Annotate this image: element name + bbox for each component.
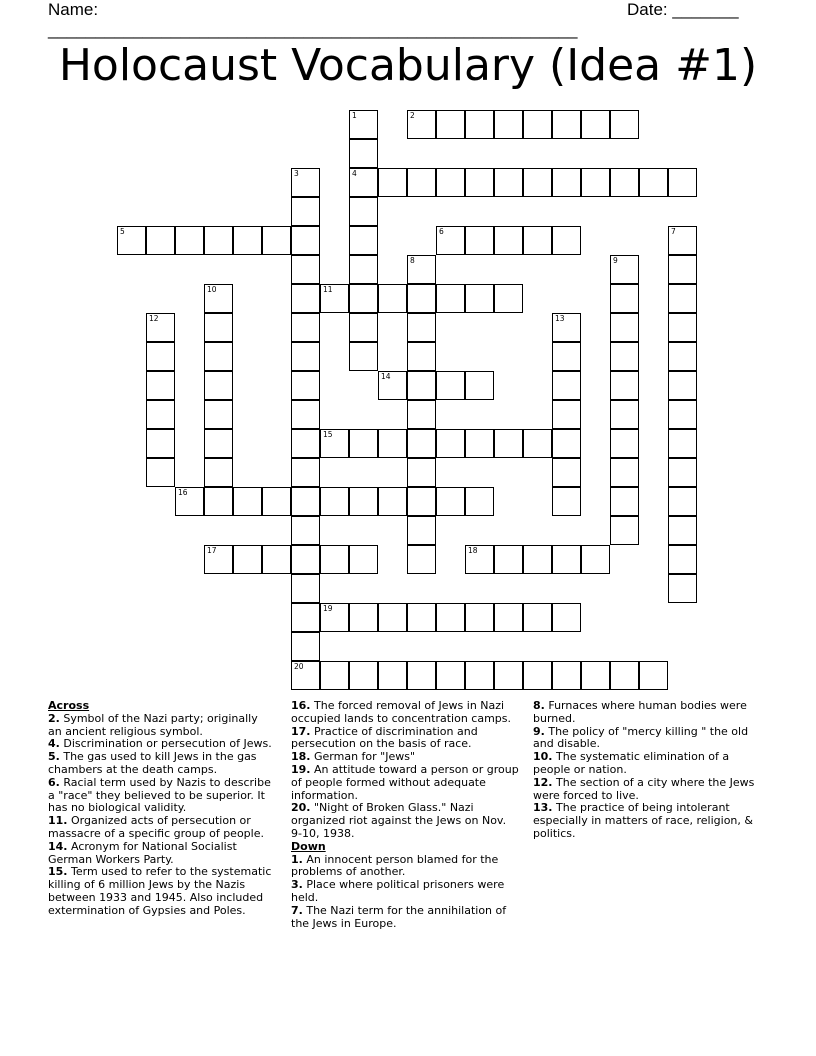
- grid-cell[interactable]: [668, 313, 697, 342]
- grid-cell[interactable]: [639, 661, 668, 690]
- grid-cell[interactable]: [320, 603, 349, 632]
- clue-down-13: 13. The practice of being intolerant especially in matters of race, religion, & politics.: [533, 801, 753, 840]
- name-field-label: Name: ________________________________________________________: [48, 0, 578, 39]
- grid-cell[interactable]: [436, 371, 465, 400]
- grid-cell[interactable]: [407, 110, 436, 139]
- clue-down-8: 8. Furnaces where human bodies were burned.: [533, 699, 747, 725]
- grid-cell[interactable]: [233, 487, 262, 516]
- grid-cell[interactable]: [378, 168, 407, 197]
- grid-cell[interactable]: [204, 487, 233, 516]
- grid-cell[interactable]: [291, 255, 320, 284]
- clue-number: 7: [671, 227, 676, 236]
- grid-cell[interactable]: [552, 603, 581, 632]
- grid-cell[interactable]: [204, 371, 233, 400]
- grid-cell[interactable]: [436, 284, 465, 313]
- grid-cell[interactable]: [320, 284, 349, 313]
- clue-across-17: 17. Practice of discrimination and persecution on the basis of race.: [291, 724, 478, 751]
- clue-across-5: 5. The gas used to kill Jews in the gas chambers at the death camps.: [48, 750, 257, 776]
- grid-cell[interactable]: [668, 226, 697, 255]
- grid-cell[interactable]: [465, 168, 494, 197]
- grid-cell[interactable]: [291, 400, 320, 429]
- grid-cell[interactable]: [349, 110, 378, 139]
- clue-number: 18: [468, 546, 478, 555]
- grid-cell[interactable]: [465, 110, 494, 139]
- grid-cell[interactable]: [349, 168, 378, 197]
- clue-number: 2: [410, 111, 415, 120]
- clues-column-1: [48, 700, 274, 918]
- grid-cell[interactable]: [291, 487, 320, 516]
- grid-cell[interactable]: [552, 458, 581, 487]
- grid-cell[interactable]: [204, 313, 233, 342]
- grid-cell[interactable]: [581, 661, 610, 690]
- grid-cell[interactable]: [668, 458, 697, 487]
- grid-cell[interactable]: [523, 661, 552, 690]
- clue-number: 16: [178, 488, 188, 497]
- grid-cell[interactable]: [494, 284, 523, 313]
- clue-across-20: 20. "Night of Broken Glass." Nazi organized riot against the Jews on Nov. 9-10, 1938.: [291, 801, 507, 840]
- across-heading: Across: [48, 699, 90, 712]
- grid-cell[interactable]: [668, 400, 697, 429]
- grid-cell[interactable]: [668, 168, 697, 197]
- clue-number: 12: [149, 314, 159, 323]
- grid-cell[interactable]: [378, 661, 407, 690]
- grid-cell[interactable]: [291, 458, 320, 487]
- grid-cell[interactable]: [465, 371, 494, 400]
- grid-cell[interactable]: [552, 313, 581, 342]
- clue-down-12: 12. The section of a city where the Jews were forced to live.: [533, 775, 755, 802]
- grid-cell[interactable]: [291, 342, 320, 371]
- grid-cell[interactable]: [436, 110, 465, 139]
- grid-cell[interactable]: [494, 603, 523, 632]
- grid-cell[interactable]: [407, 429, 436, 458]
- grid-cell[interactable]: [552, 400, 581, 429]
- clues-column-2: [291, 700, 519, 930]
- clues-column-3: [533, 700, 769, 841]
- grid-cell[interactable]: [320, 429, 349, 458]
- grid-cell[interactable]: [436, 226, 465, 255]
- grid-cell[interactable]: [291, 545, 320, 574]
- grid-cell[interactable]: [436, 429, 465, 458]
- grid-cell[interactable]: [436, 661, 465, 690]
- grid-cell[interactable]: [668, 574, 697, 603]
- grid-cell[interactable]: [552, 110, 581, 139]
- grid-cell[interactable]: [407, 661, 436, 690]
- grid-cell[interactable]: [320, 487, 349, 516]
- grid-cell[interactable]: [407, 400, 436, 429]
- grid-cell[interactable]: [291, 197, 320, 226]
- clue-number: 11: [323, 285, 333, 294]
- grid-cell[interactable]: [407, 458, 436, 487]
- grid-cell[interactable]: [291, 632, 320, 661]
- grid-cell[interactable]: [291, 603, 320, 632]
- grid-cell[interactable]: [407, 545, 436, 574]
- clue-across-18: 18. German for "Jews": [291, 750, 416, 764]
- grid-cell[interactable]: [494, 168, 523, 197]
- grid-cell[interactable]: [349, 487, 378, 516]
- grid-cell[interactable]: [407, 284, 436, 313]
- clue-number: 9: [613, 256, 618, 265]
- grid-cell[interactable]: [668, 342, 697, 371]
- grid-cell[interactable]: [465, 429, 494, 458]
- grid-cell[interactable]: [349, 429, 378, 458]
- grid-cell[interactable]: [233, 226, 262, 255]
- grid-cell[interactable]: [552, 168, 581, 197]
- grid-cell[interactable]: [175, 487, 204, 516]
- grid-cell[interactable]: [610, 400, 639, 429]
- grid-cell[interactable]: [407, 516, 436, 545]
- grid-cell[interactable]: [523, 168, 552, 197]
- grid-cell[interactable]: [146, 371, 175, 400]
- grid-cell[interactable]: [146, 429, 175, 458]
- grid-cell[interactable]: [378, 487, 407, 516]
- grid-cell[interactable]: [668, 487, 697, 516]
- clue-number: 20: [294, 662, 304, 671]
- grid-cell[interactable]: [349, 226, 378, 255]
- clue-across-14: 14. Acronym for National Socialist German Workers Party.: [48, 839, 237, 866]
- grid-cell[interactable]: [523, 603, 552, 632]
- grid-cell[interactable]: [349, 603, 378, 632]
- grid-cell[interactable]: [146, 313, 175, 342]
- grid-cell[interactable]: [668, 545, 697, 574]
- grid-cell[interactable]: [378, 284, 407, 313]
- grid-cell[interactable]: [581, 545, 610, 574]
- grid-cell[interactable]: [465, 226, 494, 255]
- grid-cell[interactable]: [291, 429, 320, 458]
- grid-cell[interactable]: [320, 661, 349, 690]
- clue-number: 8: [410, 256, 415, 265]
- clue-across-19: 19. An attitude toward a person or group of people formed without adequate information.: [291, 762, 519, 802]
- grid-cell[interactable]: [291, 371, 320, 400]
- grid-cell[interactable]: [610, 371, 639, 400]
- clue-across-4: 4. Discrimination or persecution of Jews.: [48, 737, 272, 751]
- grid-cell[interactable]: [581, 110, 610, 139]
- grid-cell[interactable]: [349, 342, 378, 371]
- grid-cell[interactable]: [436, 168, 465, 197]
- grid-cell[interactable]: [407, 313, 436, 342]
- grid-cell[interactable]: [610, 487, 639, 516]
- grid-cell[interactable]: [552, 661, 581, 690]
- grid-cell[interactable]: [349, 284, 378, 313]
- clue-number: 6: [439, 227, 444, 236]
- clue-number: 10: [207, 285, 217, 294]
- grid-cell[interactable]: [610, 429, 639, 458]
- clue-down-9: 9. The policy of "mercy killing " the old and disable.: [533, 724, 749, 751]
- grid-cell[interactable]: [291, 168, 320, 197]
- grid-cell[interactable]: [610, 110, 639, 139]
- grid-cell[interactable]: [320, 545, 349, 574]
- grid-cell[interactable]: [407, 342, 436, 371]
- grid-cell[interactable]: [465, 545, 494, 574]
- grid-cell[interactable]: [523, 429, 552, 458]
- grid-cell[interactable]: [552, 226, 581, 255]
- grid-cell[interactable]: [204, 284, 233, 313]
- clue-across-6: 6. Racial term used by Nazis to describe a "race" they believed to be superior. It has no biological validity.: [48, 775, 271, 815]
- grid-cell[interactable]: [523, 110, 552, 139]
- grid-cell[interactable]: [349, 255, 378, 284]
- grid-cell[interactable]: [610, 458, 639, 487]
- grid-cell[interactable]: [552, 545, 581, 574]
- grid-cell[interactable]: [262, 226, 291, 255]
- grid-cell[interactable]: [494, 429, 523, 458]
- clue-down-7: 7. The Nazi term for the annihilation of the Jews in Europe.: [291, 903, 507, 930]
- clue-number: 1: [352, 111, 357, 120]
- grid-cell[interactable]: [204, 545, 233, 574]
- clue-number: 14: [381, 372, 391, 381]
- down-heading: Down: [291, 839, 326, 853]
- grid-cell[interactable]: [146, 400, 175, 429]
- grid-cell[interactable]: [262, 487, 291, 516]
- grid-cell[interactable]: [465, 284, 494, 313]
- grid-cell[interactable]: [291, 284, 320, 313]
- date-field-label: Date: _______: [627, 0, 739, 19]
- grid-cell[interactable]: [349, 545, 378, 574]
- grid-cell[interactable]: [552, 342, 581, 371]
- grid-cell[interactable]: [494, 110, 523, 139]
- grid-cell[interactable]: [204, 400, 233, 429]
- grid-cell[interactable]: [146, 458, 175, 487]
- grid-cell[interactable]: [523, 545, 552, 574]
- grid-cell[interactable]: [349, 197, 378, 226]
- clue-across-11: 11. Organized acts of persecution or massacre of a specific group of people.: [48, 814, 264, 840]
- page-title: Holocaust Vocabulary (Idea #1): [58, 40, 758, 91]
- clue-number: 17: [207, 546, 217, 555]
- grid-cell[interactable]: [610, 255, 639, 284]
- clue-number: 19: [323, 604, 333, 613]
- grid-cell[interactable]: [610, 284, 639, 313]
- grid-cell[interactable]: [668, 429, 697, 458]
- grid-cell[interactable]: [204, 342, 233, 371]
- grid-cell[interactable]: [233, 545, 262, 574]
- grid-cell[interactable]: [436, 487, 465, 516]
- grid-cell[interactable]: [378, 371, 407, 400]
- grid-cell[interactable]: [494, 545, 523, 574]
- grid-cell[interactable]: [175, 226, 204, 255]
- grid-cell[interactable]: [668, 255, 697, 284]
- grid-cell[interactable]: [407, 603, 436, 632]
- clue-number: 15: [323, 430, 333, 439]
- grid-cell[interactable]: [378, 603, 407, 632]
- clue-across-16: 16. The forced removal of Jews in Nazi occupied lands to concentration camps.: [291, 699, 511, 725]
- grid-cell[interactable]: [349, 139, 378, 168]
- grid-cell[interactable]: [552, 429, 581, 458]
- clue-down-1: 1. An innocent person blamed for the problems of another.: [291, 852, 499, 879]
- grid-cell[interactable]: [291, 226, 320, 255]
- grid-cell[interactable]: [204, 458, 233, 487]
- grid-cell[interactable]: [610, 661, 639, 690]
- grid-cell[interactable]: [552, 371, 581, 400]
- grid-cell[interactable]: [610, 516, 639, 545]
- grid-cell[interactable]: [610, 168, 639, 197]
- grid-cell[interactable]: [552, 487, 581, 516]
- grid-cell[interactable]: [291, 516, 320, 545]
- grid-cell[interactable]: [668, 516, 697, 545]
- grid-cell[interactable]: [581, 168, 610, 197]
- grid-cell[interactable]: [146, 226, 175, 255]
- grid-cell[interactable]: [146, 342, 175, 371]
- grid-cell[interactable]: [407, 371, 436, 400]
- grid-cell[interactable]: [117, 226, 146, 255]
- clue-number: 5: [120, 227, 125, 236]
- grid-cell[interactable]: [610, 313, 639, 342]
- grid-cell[interactable]: [494, 661, 523, 690]
- grid-cell[interactable]: [204, 226, 233, 255]
- clue-down-10: 10. The systematic elimination of a people or nation.: [533, 750, 730, 776]
- grid-cell[interactable]: [291, 574, 320, 603]
- grid-cell[interactable]: [465, 661, 494, 690]
- grid-cell[interactable]: [465, 603, 494, 632]
- grid-cell[interactable]: [204, 429, 233, 458]
- grid-cell[interactable]: [378, 429, 407, 458]
- grid-cell[interactable]: [407, 168, 436, 197]
- grid-cell[interactable]: [668, 371, 697, 400]
- grid-cell[interactable]: [523, 226, 552, 255]
- grid-cell[interactable]: [610, 342, 639, 371]
- grid-cell[interactable]: [436, 603, 465, 632]
- grid-cell[interactable]: [465, 487, 494, 516]
- grid-cell[interactable]: [639, 168, 668, 197]
- grid-cell[interactable]: [407, 255, 436, 284]
- grid-cell[interactable]: [494, 226, 523, 255]
- grid-cell[interactable]: [407, 487, 436, 516]
- grid-cell[interactable]: [262, 545, 291, 574]
- clue-across-2: 2. Symbol of the Nazi party; originally an ancient religious symbol.: [48, 711, 258, 738]
- grid-cell[interactable]: [349, 661, 378, 690]
- grid-cell[interactable]: [291, 661, 320, 690]
- grid-cell[interactable]: [349, 313, 378, 342]
- clue-across-15: 15. Term used to refer to the systematic killing of 6 million Jews by the Nazis between 1933 and 1945. Also included extermination of Gypsies and Poles.: [48, 865, 272, 917]
- grid-cell[interactable]: [291, 313, 320, 342]
- clue-number: 3: [294, 169, 299, 178]
- grid-cell[interactable]: [668, 284, 697, 313]
- clue-number: 4: [352, 169, 357, 178]
- clue-down-3: 3. Place where political prisoners were held.: [291, 878, 505, 904]
- clue-number: 13: [555, 314, 565, 323]
